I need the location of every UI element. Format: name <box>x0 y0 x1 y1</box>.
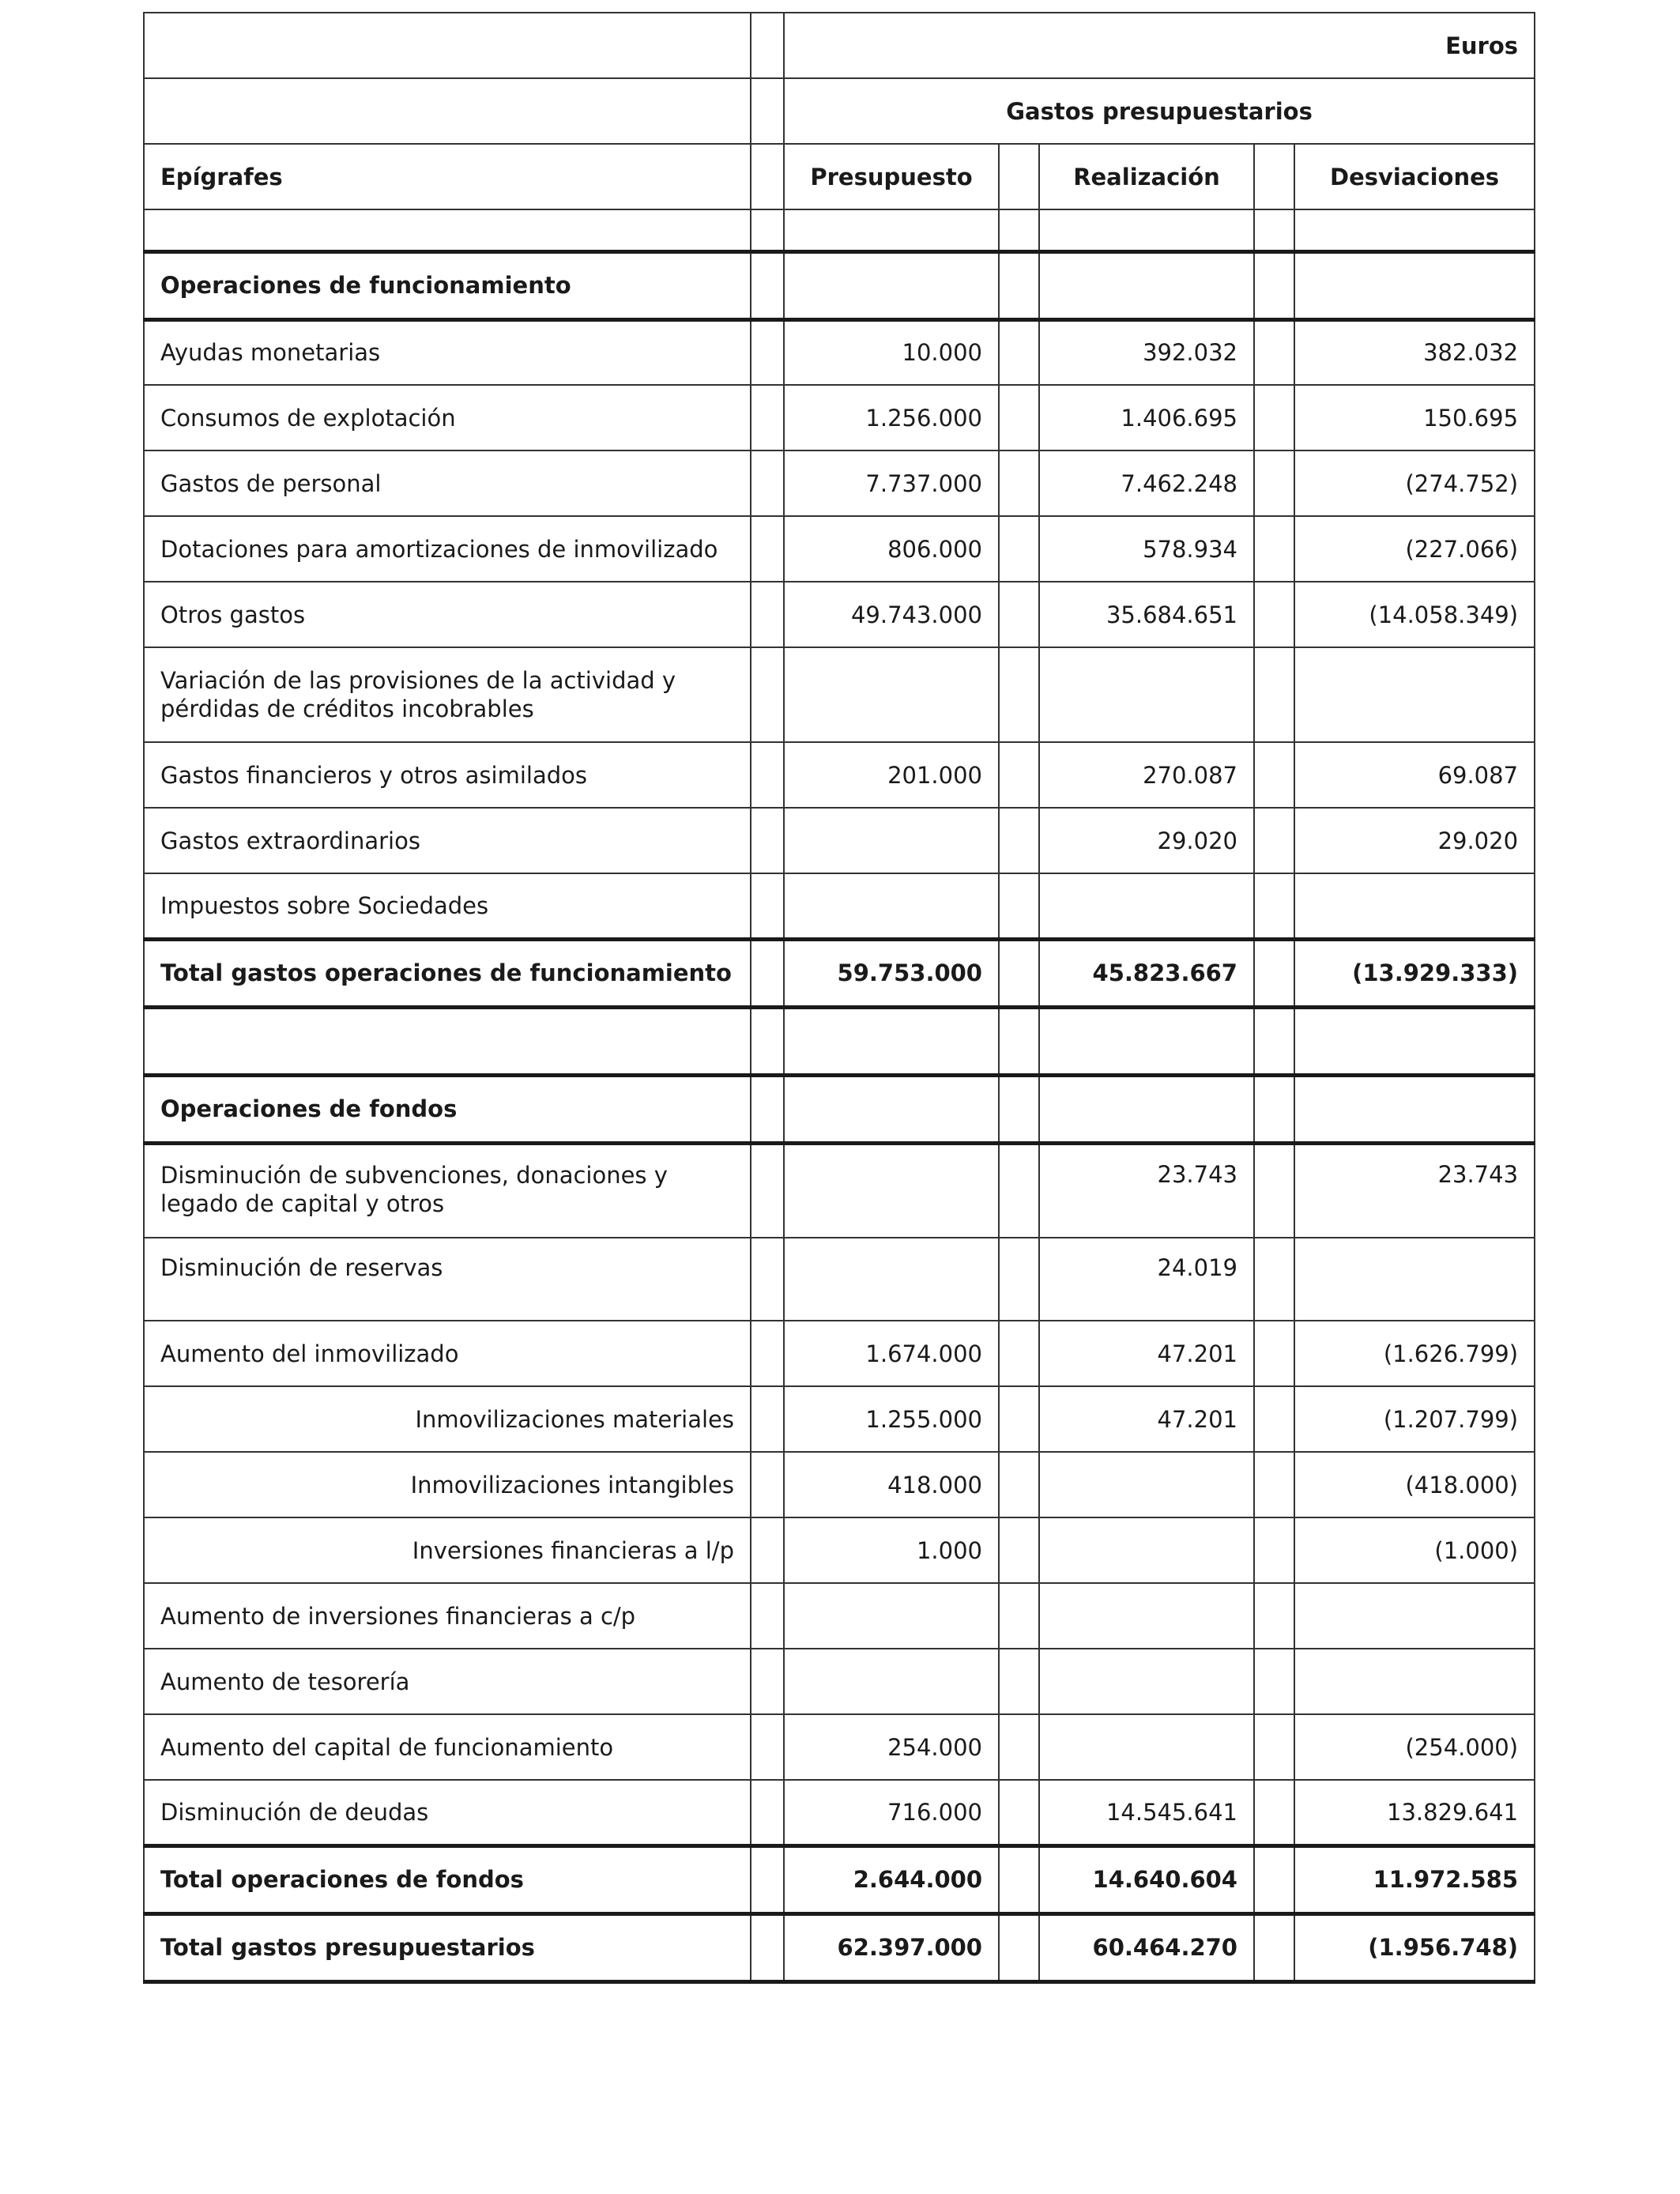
cell-presupuesto: 1.256.000 <box>784 385 999 450</box>
spacer-cell <box>1254 1386 1294 1452</box>
cell-realizacion <box>1039 647 1254 742</box>
cell-desviaciones <box>1294 647 1535 742</box>
table-row <box>144 1649 1535 1714</box>
table-row <box>144 1321 1535 1386</box>
header-row-group <box>144 78 1535 144</box>
spacer-cell <box>1254 1517 1294 1583</box>
spacer-cell <box>999 1583 1039 1649</box>
cell-label: Aumento de tesorería <box>144 1649 751 1714</box>
cell-desviaciones: 69.087 <box>1294 742 1535 808</box>
section-row-funcionamiento <box>144 251 1535 319</box>
table-row <box>144 1452 1535 1517</box>
cell-realizacion: 23.743 <box>1039 1143 1254 1238</box>
spacer-cell <box>751 1649 784 1714</box>
table-row <box>144 1238 1535 1321</box>
spacer-cell <box>999 1386 1039 1452</box>
spacer-cell <box>751 1714 784 1780</box>
cell-label: Gastos de personal <box>144 450 751 516</box>
cell-desviaciones: (14.058.349) <box>1294 582 1535 647</box>
section-row-fondos <box>144 1075 1535 1143</box>
cell-desviaciones: (1.626.799) <box>1294 1321 1535 1386</box>
cell-presupuesto <box>784 1238 999 1321</box>
total-row-fondos <box>144 1845 1535 1913</box>
total-presupuesto: 2.644.000 <box>784 1845 999 1913</box>
cell-label: Variación de las provisiones de la actividad y pérdidas de créditos incobrables <box>144 647 751 742</box>
table-row <box>144 319 1535 385</box>
spacer-cell <box>1254 1780 1294 1845</box>
cell-presupuesto <box>784 1143 999 1238</box>
cell-label: Disminución de reservas <box>144 1238 751 1321</box>
grand-total-row <box>144 1913 1535 1981</box>
cell-presupuesto: 254.000 <box>784 1714 999 1780</box>
total-label: Total operaciones de fondos <box>144 1845 751 1913</box>
spacer-cell <box>1254 1143 1294 1238</box>
cell-presupuesto <box>784 808 999 873</box>
total-row-funcionamiento <box>144 939 1535 1007</box>
cell-presupuesto <box>784 1649 999 1714</box>
cell-desviaciones <box>1294 1238 1535 1321</box>
currency-label: Euros <box>784 13 1535 78</box>
cell-label: Dotaciones para amortizaciones de inmovilizado <box>144 516 751 582</box>
spacer-cell <box>999 144 1039 209</box>
cell-realizacion: 24.019 <box>1039 1238 1254 1321</box>
spacer-cell <box>1254 385 1294 450</box>
col-header-realizacion: Realización <box>1039 144 1254 209</box>
spacer-cell <box>1254 1321 1294 1386</box>
fondos-rows <box>144 1143 1535 1845</box>
cell-realizacion: 35.684.651 <box>1039 582 1254 647</box>
cell-realizacion: 270.087 <box>1039 742 1254 808</box>
table-row <box>144 582 1535 647</box>
spacer-cell <box>999 319 1039 385</box>
cell-desviaciones: 150.695 <box>1294 385 1535 450</box>
spacer-cell <box>751 1143 784 1238</box>
spacer-cell <box>1254 742 1294 808</box>
cell-realizacion <box>1039 1649 1254 1714</box>
cell-label: Otros gastos <box>144 582 751 647</box>
cell-realizacion <box>1039 1714 1254 1780</box>
cell-desviaciones: (254.000) <box>1294 1714 1535 1780</box>
empty-cell <box>144 13 751 78</box>
cell-label: Disminución de deudas <box>144 1780 751 1845</box>
spacer-cell <box>999 1517 1039 1583</box>
cell-label: Aumento del capital de funcionamiento <box>144 1714 751 1780</box>
spacer-cell <box>751 13 784 78</box>
spacer-cell <box>1254 1714 1294 1780</box>
cell-presupuesto <box>784 647 999 742</box>
table-row <box>144 742 1535 808</box>
spacer-cell <box>751 385 784 450</box>
cell-presupuesto: 806.000 <box>784 516 999 582</box>
cell-label: Consumos de explotación <box>144 385 751 450</box>
spacer-cell <box>1254 516 1294 582</box>
table-row <box>144 1714 1535 1780</box>
grand-total-realizacion: 60.464.270 <box>1039 1913 1254 1981</box>
cell-realizacion: 392.032 <box>1039 319 1254 385</box>
cell-presupuesto: 1.255.000 <box>784 1386 999 1452</box>
empty-row <box>144 209 1535 251</box>
spacer-cell <box>751 1780 784 1845</box>
funcionamiento-rows <box>144 319 1535 939</box>
cell-label: Ayudas monetarias <box>144 319 751 385</box>
spacer-cell <box>751 873 784 939</box>
table-row <box>144 1517 1535 1583</box>
grand-total-desviaciones: (1.956.748) <box>1294 1913 1535 1981</box>
cell-desviaciones: 29.020 <box>1294 808 1535 873</box>
spacer-cell <box>751 1321 784 1386</box>
spacer-cell <box>751 1452 784 1517</box>
total-realizacion: 14.640.604 <box>1039 1845 1254 1913</box>
spacer-cell <box>1254 319 1294 385</box>
total-realizacion: 45.823.667 <box>1039 939 1254 1007</box>
spacer-cell <box>751 582 784 647</box>
cell-desviaciones <box>1294 1649 1535 1714</box>
cell-realizacion: 7.462.248 <box>1039 450 1254 516</box>
cell-presupuesto: 201.000 <box>784 742 999 808</box>
cell-realizacion: 14.545.641 <box>1039 1780 1254 1845</box>
total-desviaciones: (13.929.333) <box>1294 939 1535 1007</box>
grand-total-presupuesto: 62.397.000 <box>784 1913 999 1981</box>
spacer-cell <box>1254 582 1294 647</box>
spacer-cell <box>751 78 784 144</box>
spacer-cell <box>999 385 1039 450</box>
table-row <box>144 385 1535 450</box>
cell-label: Inversiones financieras a l/p <box>144 1517 751 1583</box>
cell-desviaciones: 13.829.641 <box>1294 1780 1535 1845</box>
cell-desviaciones: 382.032 <box>1294 319 1535 385</box>
group-title: Gastos presupuestarios <box>784 78 1535 144</box>
cell-desviaciones: (418.000) <box>1294 1452 1535 1517</box>
cell-presupuesto: 10.000 <box>784 319 999 385</box>
cell-label: Inmovilizaciones intangibles <box>144 1452 751 1517</box>
cell-desviaciones: 23.743 <box>1294 1143 1535 1238</box>
table-row <box>144 1780 1535 1845</box>
total-desviaciones: 11.972.585 <box>1294 1845 1535 1913</box>
header-row-currency <box>144 13 1535 78</box>
column-header-row <box>144 144 1535 209</box>
cell-presupuesto <box>784 873 999 939</box>
cell-desviaciones: (1.000) <box>1294 1517 1535 1583</box>
cell-realizacion: 47.201 <box>1039 1386 1254 1452</box>
gastos-presupuestarios-table <box>143 12 1535 1984</box>
spacer-cell <box>999 742 1039 808</box>
table-row <box>144 516 1535 582</box>
cell-realizacion: 1.406.695 <box>1039 385 1254 450</box>
spacer-cell <box>999 450 1039 516</box>
table-row <box>144 1583 1535 1649</box>
spacer-cell <box>751 450 784 516</box>
total-presupuesto: 59.753.000 <box>784 939 999 1007</box>
spacer-cell <box>1254 1649 1294 1714</box>
spacer-cell <box>1254 808 1294 873</box>
spacer-cell <box>751 516 784 582</box>
section-title: Operaciones de funcionamiento <box>144 251 751 319</box>
spacer-cell <box>751 1583 784 1649</box>
col-header-epigrafes: Epígrafes <box>144 144 751 209</box>
cell-presupuesto <box>784 1583 999 1649</box>
cell-label: Impuestos sobre Sociedades <box>144 873 751 939</box>
spacer-cell <box>999 1714 1039 1780</box>
spacer-cell <box>1254 647 1294 742</box>
spacer-cell <box>1254 1583 1294 1649</box>
cell-label: Gastos extraordinarios <box>144 808 751 873</box>
cell-presupuesto: 1.000 <box>784 1517 999 1583</box>
cell-presupuesto: 1.674.000 <box>784 1321 999 1386</box>
spacer-cell <box>999 873 1039 939</box>
section-title: Operaciones de fondos <box>144 1075 751 1143</box>
cell-desviaciones: (274.752) <box>1294 450 1535 516</box>
spacer-cell <box>751 1517 784 1583</box>
table-row <box>144 808 1535 873</box>
spacer-cell <box>751 647 784 742</box>
spacer-cell <box>1254 1452 1294 1517</box>
cell-realizacion <box>1039 1517 1254 1583</box>
spacer-cell <box>751 742 784 808</box>
spacer-cell <box>999 1321 1039 1386</box>
spacer-cell <box>999 516 1039 582</box>
spacer-cell <box>751 1238 784 1321</box>
cell-presupuesto: 7.737.000 <box>784 450 999 516</box>
spacer-cell <box>999 582 1039 647</box>
spacer-cell <box>999 1780 1039 1845</box>
spacer-cell <box>999 647 1039 742</box>
total-label: Total gastos operaciones de funcionamiento <box>144 939 751 1007</box>
cell-presupuesto: 716.000 <box>784 1780 999 1845</box>
cell-desviaciones: (1.207.799) <box>1294 1386 1535 1452</box>
spacer-cell <box>1254 1238 1294 1321</box>
cell-label: Gastos financieros y otros asimilados <box>144 742 751 808</box>
empty-row <box>144 1007 1535 1075</box>
spacer-cell <box>751 319 784 385</box>
spacer-cell <box>999 1649 1039 1714</box>
spacer-cell <box>999 1238 1039 1321</box>
cell-presupuesto: 49.743.000 <box>784 582 999 647</box>
cell-desviaciones: (227.066) <box>1294 516 1535 582</box>
spacer-cell <box>999 1143 1039 1238</box>
col-header-desviaciones: Desviaciones <box>1294 144 1535 209</box>
spacer-cell <box>999 808 1039 873</box>
cell-presupuesto: 418.000 <box>784 1452 999 1517</box>
cell-label: Aumento de inversiones financieras a c/p <box>144 1583 751 1649</box>
table-row <box>144 647 1535 742</box>
cell-desviaciones <box>1294 1583 1535 1649</box>
empty-cell <box>144 78 751 144</box>
cell-realizacion: 47.201 <box>1039 1321 1254 1386</box>
spacer-cell <box>999 1452 1039 1517</box>
spacer-cell <box>1254 450 1294 516</box>
cell-desviaciones <box>1294 873 1535 939</box>
table-row <box>144 1386 1535 1452</box>
cell-label: Inmovilizaciones materiales <box>144 1386 751 1452</box>
grand-total-label: Total gastos presupuestarios <box>144 1913 751 1981</box>
spacer-cell <box>751 808 784 873</box>
table-row <box>144 1143 1535 1238</box>
spacer-cell <box>1254 873 1294 939</box>
col-header-presupuesto: Presupuesto <box>784 144 999 209</box>
cell-label: Disminución de subvenciones, donaciones y legado de capital y otros <box>144 1143 751 1238</box>
spacer-cell <box>1254 144 1294 209</box>
cell-realizacion <box>1039 873 1254 939</box>
cell-realizacion <box>1039 1583 1254 1649</box>
spacer-cell <box>751 144 784 209</box>
cell-realizacion: 29.020 <box>1039 808 1254 873</box>
table-row <box>144 450 1535 516</box>
spacer-cell <box>751 1386 784 1452</box>
cell-realizacion: 578.934 <box>1039 516 1254 582</box>
cell-label: Aumento del inmovilizado <box>144 1321 751 1386</box>
cell-realizacion <box>1039 1452 1254 1517</box>
table-row <box>144 873 1535 939</box>
